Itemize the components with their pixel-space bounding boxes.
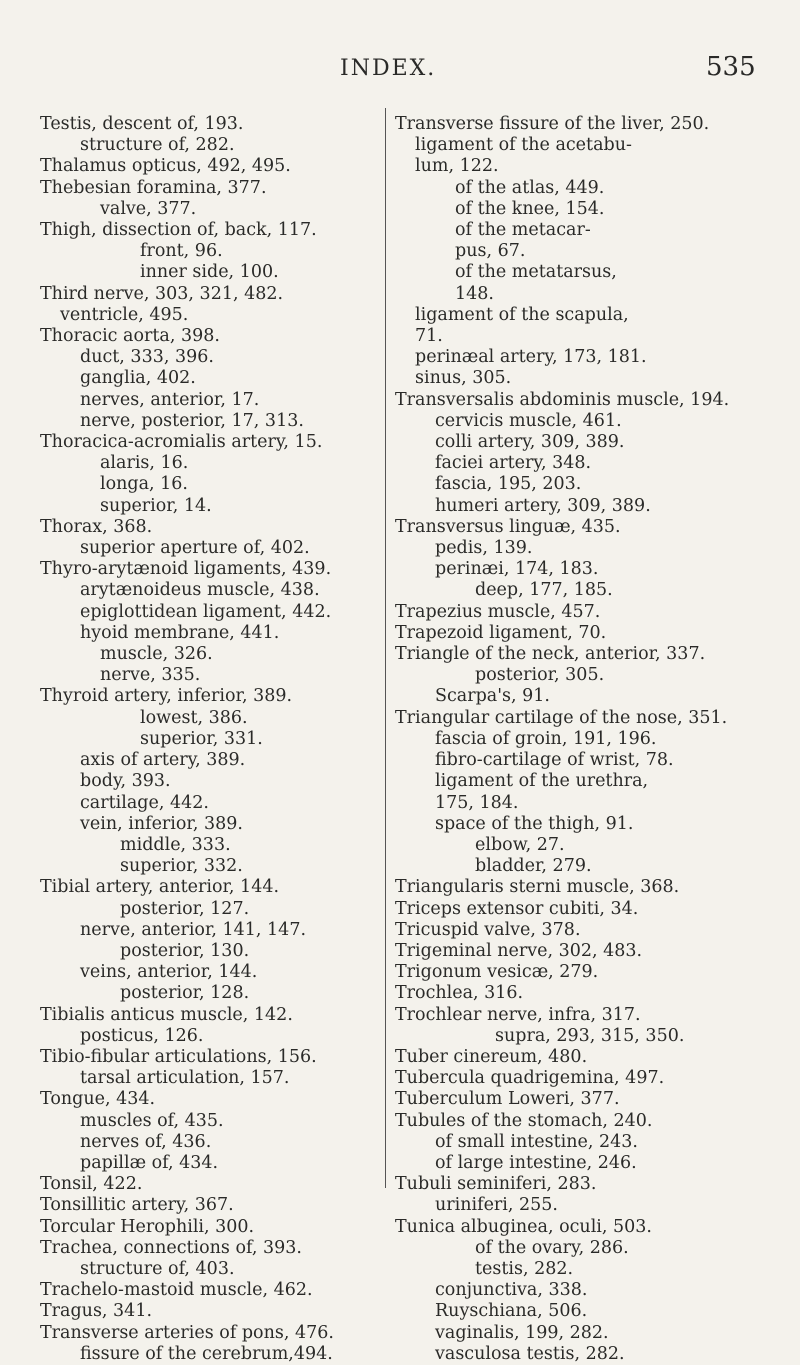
index-entry: structure of, 282. [80, 135, 235, 156]
index-entry: cervicis muscle, 461. [435, 410, 622, 431]
index-entry: fascia of groin, 191, 196. [435, 728, 657, 749]
index-entry: fascia, 195, 203. [435, 474, 582, 495]
index-entry: Thoracic aorta, 398. [40, 326, 220, 347]
index-entry: superior, 332. [120, 856, 243, 877]
index-entry: of large intestine, 246. [435, 1152, 637, 1173]
running-title: INDEX. [340, 56, 437, 81]
index-entry: vein, inferior, 389. [80, 813, 243, 834]
index-entry: 175, 184. [435, 792, 519, 813]
index-entry: posterior, 305. [475, 665, 605, 686]
index-entry: Third nerve, 303, 321, 482. [40, 283, 284, 304]
index-entry: Ruyschiana, 506. [435, 1301, 588, 1322]
index-entry: Transversus linguæ, 435. [395, 516, 621, 537]
index-entry: 148. [455, 283, 494, 304]
index-entry: pedis, 139. [435, 538, 533, 559]
index-entry: humeri artery, 309, 389. [435, 495, 651, 516]
index-entry: axis of artery, 389. [80, 750, 246, 771]
index-entry: Thebesian foramina, 377. [40, 177, 267, 198]
index-entry: Tuber cinereum, 480. [395, 1046, 588, 1067]
index-entry: Tubuli seminiferi, 283. [395, 1174, 597, 1195]
index-entry: cartilage, 442. [80, 792, 209, 813]
index-entry: elbow, 27. [475, 834, 565, 855]
index-entry: muscle, 326. [100, 644, 213, 665]
index-entry: perinæi, 174, 183. [435, 559, 599, 580]
index-entry: structure of, 403. [80, 1258, 235, 1279]
index-entry: conjunctiva, 338. [435, 1280, 588, 1301]
index-entry: nerve, posterior, 17, 313. [80, 410, 304, 431]
index-entry: Trachelo-mastoid muscle, 462. [40, 1280, 313, 1301]
index-entry: Trapezius muscle, 457. [395, 601, 601, 622]
index-entry: ganglia, 402. [80, 368, 196, 389]
index-entry: Thyroid artery, inferior, 389. [40, 686, 293, 707]
index-entry: bladder, 279. [475, 856, 592, 877]
index-entry: Testis, descent of, 193. [40, 114, 244, 134]
index-entry: lowest, 386. [140, 707, 248, 728]
index-entry: Trochlear nerve, infra, 317. [395, 1004, 641, 1025]
index-entry: superior, 14. [100, 495, 212, 516]
index-entry: Trachea, connections of, 393. [40, 1237, 302, 1258]
index-entry: Tricuspid valve, 378. [395, 919, 581, 940]
index-entry: Triangularis sterni muscle, 368. [395, 877, 680, 898]
index-entry: Thyro-arytænoid ligaments, 439. [40, 559, 332, 580]
column-divider [385, 108, 386, 1188]
index-entry: Tunica albuginea, oculi, 503. [395, 1216, 652, 1237]
index-entry: Transverse arteries of pons, 476. [40, 1322, 334, 1343]
index-entry: of the ovary, 286. [475, 1237, 629, 1258]
index-entry: Transverse fissure of the liver, 250. [395, 114, 710, 134]
index-entry: arytænoideus muscle, 438. [80, 580, 320, 601]
index-entry: duct, 333, 396. [80, 347, 214, 368]
index-entry: Tongue, 434. [40, 1089, 156, 1110]
index-entry: Tibial artery, anterior, 144. [40, 877, 280, 898]
index-entry: Scarpa's, 91. [435, 686, 550, 707]
index-entry: vaginalis, 199, 282. [435, 1322, 609, 1343]
index-entry: testis, 282. [475, 1258, 574, 1279]
index-entry: alaris, 16. [100, 453, 189, 474]
index-entry: posterior, 128. [120, 983, 250, 1004]
index-entry: ligament of the acetabu- [415, 135, 632, 156]
index-entry: valve, 377. [100, 198, 197, 219]
index-entry: fissure of the cerebrum,494. [80, 1343, 333, 1364]
index-entry: nerve, 335. [100, 665, 201, 686]
index-entry: uriniferi, 255. [435, 1195, 558, 1216]
index-entry: Thorax, 368. [40, 516, 153, 537]
index-entry: veins, anterior, 144. [80, 962, 258, 983]
index-entry: fibro-cartilage of wrist, 78. [435, 750, 674, 771]
index-entry: epiglottidean ligament, 442. [80, 601, 332, 622]
index-entry: Thalamus opticus, 492, 495. [40, 156, 291, 177]
index-entry: deep, 177, 185. [475, 580, 613, 601]
index-entry: of the metatarsus, [455, 262, 617, 283]
index-entry: vasculosa testis, 282. [435, 1343, 625, 1364]
index-entry: faciei artery, 348. [435, 453, 592, 474]
index-entry: nerves, anterior, 17. [80, 389, 260, 410]
index-entry: Tubules of the stomach, 240. [395, 1110, 653, 1131]
index-entry: 71. [415, 326, 443, 347]
index-entry: Tibialis anticus muscle, 142. [40, 1004, 293, 1025]
index-entry: tarsal articulation, 157. [80, 1068, 290, 1089]
index-entry: papillæ of, 434. [80, 1152, 219, 1173]
index-entry: colli artery, 309, 389. [435, 432, 625, 453]
index-entry: Tonsil, 422. [40, 1174, 143, 1195]
index-entry: Trigeminal nerve, 302, 483. [395, 940, 643, 961]
index-entry: Transversalis abdominis muscle, 194. [395, 389, 730, 410]
index-entry: Trigonum vesicæ, 279. [395, 962, 599, 983]
index-column-left [40, 114, 370, 1365]
index-entry: superior, 331. [140, 728, 263, 749]
index-entry: longa, 16. [100, 474, 188, 495]
index-entry: Tubercula quadrigemina, 497. [395, 1068, 665, 1089]
index-entry: Tragus, 341. [40, 1301, 153, 1322]
index-entry: front, 96. [140, 241, 223, 262]
index-entry: posticus, 126. [80, 1025, 204, 1046]
index-entry: Triceps extensor cubiti, 34. [395, 898, 639, 919]
index-entry: superior aperture of, 402. [80, 538, 310, 559]
index-entry: middle, 333. [120, 834, 231, 855]
index-entry: Thigh, dissection of, back, 117. [40, 220, 317, 241]
index-entry: of the atlas, 449. [455, 177, 605, 198]
index-entry: hyoid membrane, 441. [80, 622, 280, 643]
index-entry: Torcular Herophili, 300. [40, 1216, 255, 1237]
index-entry: muscles of, 435. [80, 1110, 224, 1131]
page-header [0, 52, 800, 92]
page-number: 535 [706, 52, 756, 82]
index-entry: space of the thigh, 91. [435, 813, 634, 834]
index-entry: posterior, 130. [120, 940, 250, 961]
index-entry: Triangular cartilage of the nose, 351. [395, 707, 728, 728]
index-entry: ligament of the urethra, [435, 771, 649, 792]
index-entry: ligament of the scapula, [415, 304, 629, 325]
index-entry: sinus, 305. [415, 368, 512, 389]
index-entry: pus, 67. [455, 241, 526, 262]
index-entry: nerves of, 436. [80, 1131, 212, 1152]
index-entry: Triangle of the neck, anterior, 337. [395, 644, 706, 665]
index-entry: Trapezoid ligament, 70. [395, 622, 607, 643]
index-entry: of the knee, 154. [455, 198, 605, 219]
index-entry: lum, 122. [415, 156, 499, 177]
index-entry: body, 393. [80, 771, 171, 792]
index-entry: Tonsillitic artery, 367. [40, 1195, 234, 1216]
index-entry: posterior, 127. [120, 898, 250, 919]
index-entry: Tibio-fibular articulations, 156. [40, 1046, 317, 1067]
index-entry: of the metacar- [455, 220, 591, 241]
index-entry: of small intestine, 243. [435, 1131, 638, 1152]
index-entry: nerve, anterior, 141, 147. [80, 919, 307, 940]
index-entry: Tuberculum Loweri, 377. [395, 1089, 620, 1110]
index-entry: inner side, 100. [140, 262, 279, 283]
index-entry: supra, 293, 315, 350. [495, 1025, 685, 1046]
index-column-right [395, 114, 775, 1365]
index-entry: Trochlea, 316. [395, 983, 524, 1004]
index-entry: ventricle, 495. [60, 304, 189, 325]
index-entry: Thoracica-acromialis artery, 15. [40, 432, 323, 453]
index-entry: perinæal artery, 173, 181. [415, 347, 647, 368]
